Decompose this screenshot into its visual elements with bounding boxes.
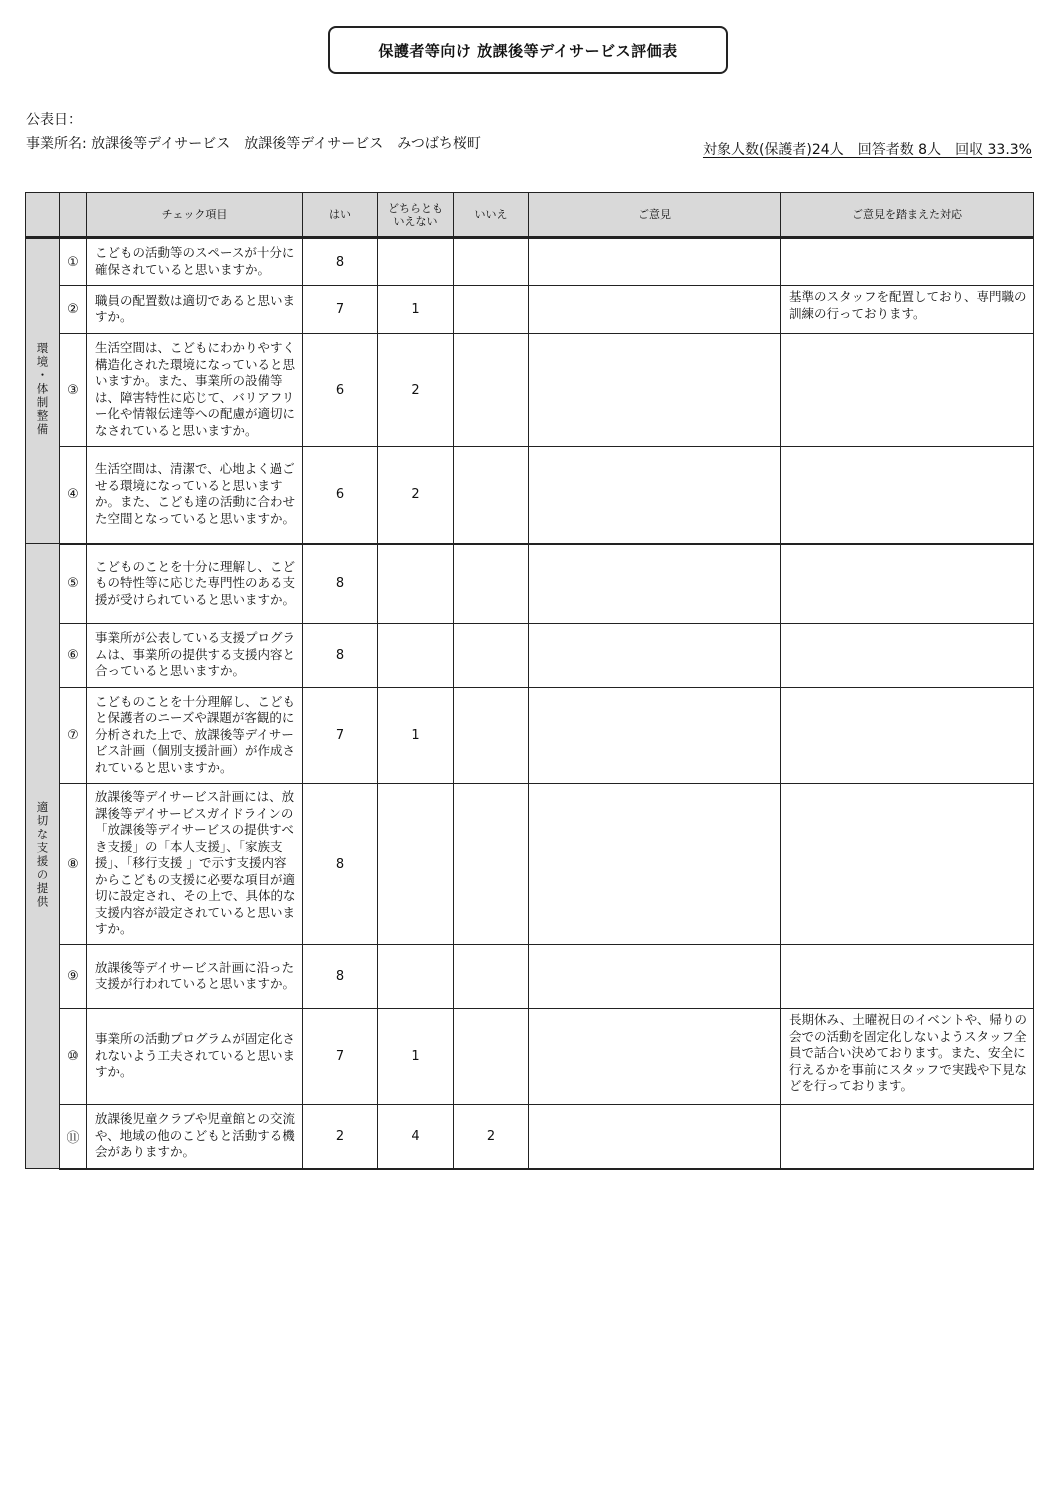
- yes-count: 6: [303, 334, 378, 447]
- neutral-count: 1: [378, 1009, 454, 1105]
- neutral-count: [378, 624, 454, 688]
- header-no: いいえ: [454, 193, 529, 238]
- office-info: [26, 135, 526, 154]
- opinion-cell: [529, 286, 781, 334]
- response-cell: 長期休み、土曜祝日のイベントや、帰りの会での活動を固定化しないようスタッフ全員で話合い決めております。また、安全に行えるかを事前にスタッフで実践や下見などを行っております。: [781, 1009, 1034, 1105]
- header-category: [26, 193, 60, 238]
- row-number: ⑪: [60, 1105, 87, 1169]
- response-cell: [781, 238, 1034, 286]
- row-number: ⑥: [60, 624, 87, 688]
- no-count: [454, 286, 529, 334]
- row-number: ④: [60, 447, 87, 544]
- yes-count: 7: [303, 1009, 378, 1105]
- check-item: 生活空間は、こどもにわかりやすく構造化された環境になっていると思いますか。また、事業所の設備等は、障害特性に応じて、バリアフリー化や情報伝達等への配慮が適切になされていると思いますか。: [87, 334, 303, 447]
- no-count: [454, 1009, 529, 1105]
- check-item: 事業所が公表している支援プログラムは、事業所の提供する支援内容と合っていると思いますか。: [87, 624, 303, 688]
- check-item: 放課後等デイサービス計画には、放課後等デイサービスガイドラインの「放課後等デイサービスの提供すべき支援」の「本人支援」、「家族支援」、「移行支援 」で示す支援内容からこどもの支援に必要な項目が適切に設定され、その上で、具体的な支援内容が設定されていると思いますか。: [87, 784, 303, 945]
- check-item: 放課後児童クラブや児童館との交流や、地域の他のこどもと活動する機会がありますか。: [87, 1105, 303, 1169]
- neutral-count: [378, 945, 454, 1009]
- no-count: [454, 447, 529, 544]
- yes-count: 8: [303, 624, 378, 688]
- no-count: [454, 334, 529, 447]
- response-stats: 対象人数(保護者)24人 回答者数 8人 回収 33.3%: [702, 142, 1032, 158]
- table-header-row: [26, 193, 1034, 238]
- opinion-cell: [529, 238, 781, 286]
- table-row: [26, 1105, 1034, 1169]
- neutral-count: 4: [378, 1105, 454, 1169]
- response-cell: [781, 784, 1034, 945]
- neutral-count: 1: [378, 688, 454, 784]
- no-count: 2: [454, 1105, 529, 1169]
- opinion-cell: [529, 334, 781, 447]
- opinion-cell: [529, 624, 781, 688]
- neutral-count: 2: [378, 334, 454, 447]
- yes-count: 7: [303, 286, 378, 334]
- check-item: 生活空間は、清潔で、心地よく過ごせる環境になっていると思いますか。また、こども達の活動に合わせた空間となっていると思いますか。: [87, 447, 303, 544]
- yes-count: 8: [303, 945, 378, 1009]
- yes-count: 6: [303, 447, 378, 544]
- category-support: 適切な支援の提供: [26, 544, 60, 1169]
- opinion-cell: [529, 945, 781, 1009]
- publication-date: 公表日：: [26, 112, 82, 128]
- no-count: [454, 784, 529, 945]
- neutral-count: [378, 544, 454, 624]
- table-row: [26, 238, 1034, 286]
- neutral-count: 1: [378, 286, 454, 334]
- response-cell: 基準のスタッフを配置しており、専門職の訓練の行っております。: [781, 286, 1034, 334]
- table-row: [26, 784, 1034, 945]
- opinion-cell: [529, 447, 781, 544]
- check-item: 事業所の活動プログラムが固定化されないよう工夫されていると思いますか。: [87, 1009, 303, 1105]
- office-label: 事業所名:: [26, 136, 87, 152]
- check-item: こどものことを十分理解し、こどもと保護者のニーズや課題が客観的に分析された上で、放課後等デイサービス計画（個別支援計画）が作成されていると思いますか。: [87, 688, 303, 784]
- page-title: 保護者等向け 放課後等デイサービス評価表: [328, 26, 728, 74]
- response-cell: [781, 334, 1034, 447]
- no-count: [454, 945, 529, 1009]
- no-count: [454, 624, 529, 688]
- opinion-cell: [529, 544, 781, 624]
- category-environment: 環境・体制整備: [26, 238, 60, 544]
- row-number: ①: [60, 238, 87, 286]
- response-cell: [781, 1105, 1034, 1169]
- row-number: ⑩: [60, 1009, 87, 1105]
- opinion-cell: [529, 1105, 781, 1169]
- opinion-cell: [529, 784, 781, 945]
- table-row: [26, 286, 1034, 334]
- yes-count: 2: [303, 1105, 378, 1169]
- table-row: [26, 447, 1034, 544]
- table-row: [26, 624, 1034, 688]
- row-number: ⑦: [60, 688, 87, 784]
- no-count: [454, 544, 529, 624]
- no-count: [454, 238, 529, 286]
- office-name: 放課後等デイサービス 放課後等デイサービス みつばち桜町: [91, 136, 481, 152]
- response-cell: [781, 447, 1034, 544]
- row-number: ③: [60, 334, 87, 447]
- no-count: [454, 688, 529, 784]
- header-response: ご意見を踏まえた対応: [781, 193, 1034, 238]
- row-number: ⑧: [60, 784, 87, 945]
- neutral-count: [378, 238, 454, 286]
- header-neutral: どちらとも いえない: [378, 193, 454, 238]
- row-number: ⑤: [60, 544, 87, 624]
- response-cell: [781, 544, 1034, 624]
- header-opinion: ご意見: [529, 193, 781, 238]
- table-row: [26, 945, 1034, 1009]
- table-row: [26, 1009, 1034, 1105]
- yes-count: 8: [303, 544, 378, 624]
- response-cell: [781, 624, 1034, 688]
- header-check-item: チェック項目: [87, 193, 303, 238]
- header-yes: はい: [303, 193, 378, 238]
- opinion-cell: [529, 1009, 781, 1105]
- opinion-cell: [529, 688, 781, 784]
- yes-count: 8: [303, 784, 378, 945]
- response-cell: [781, 688, 1034, 784]
- response-cell: [781, 945, 1034, 1009]
- row-number: ⑨: [60, 945, 87, 1009]
- check-item: こどものことを十分に理解し、こどもの特性等に応じた専門性のある支援が受けられていると思いますか。: [87, 544, 303, 624]
- check-item: 放課後等デイサービス計画に沿った支援が行われていると思いますか。: [87, 945, 303, 1009]
- header-number: [60, 193, 87, 238]
- table-row: [26, 544, 1034, 624]
- yes-count: 8: [303, 238, 378, 286]
- table-row: [26, 334, 1034, 447]
- check-item: こどもの活動等のスペースが十分に確保されていると思いますか。: [87, 238, 303, 286]
- neutral-count: 2: [378, 447, 454, 544]
- check-item: 職員の配置数は適切であると思いますか。: [87, 286, 303, 334]
- evaluation-table: [25, 192, 1034, 1170]
- row-number: ②: [60, 286, 87, 334]
- neutral-count: [378, 784, 454, 945]
- yes-count: 7: [303, 688, 378, 784]
- table-row: [26, 688, 1034, 784]
